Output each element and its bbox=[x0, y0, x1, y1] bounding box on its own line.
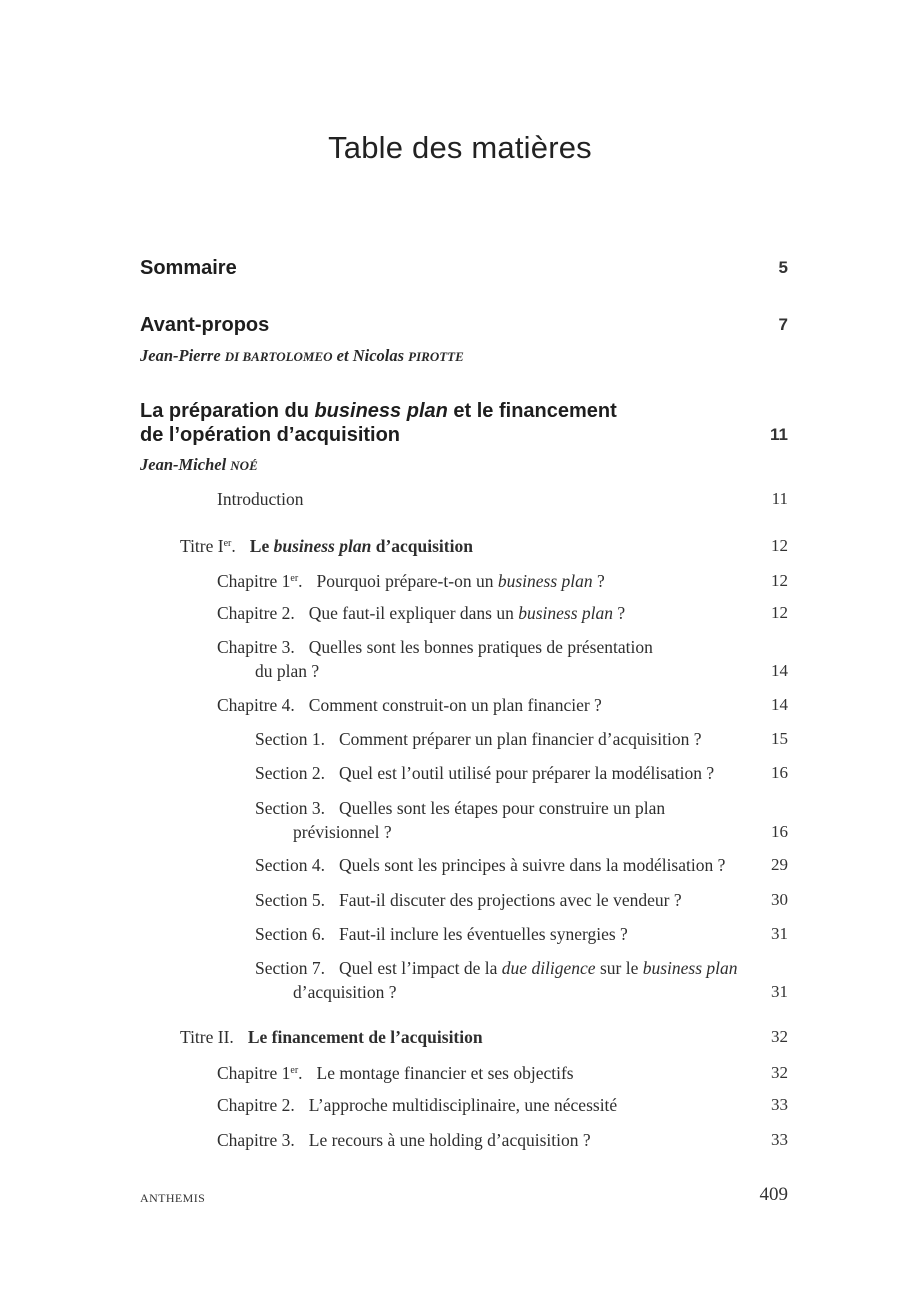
toc-entry-section[interactable]: Section 2. Quel est l’outil utilisé pour préparer la modélisation ? 16 bbox=[255, 763, 788, 783]
publisher-name: ANTHEMIS bbox=[140, 1191, 206, 1205]
page-number: 31 bbox=[771, 924, 788, 943]
toc-entry-section[interactable]: Section 3. Quelles sont les étapes pour construire un plan prévisionnel ? 16 bbox=[255, 798, 788, 842]
page-number: 15 bbox=[771, 729, 788, 748]
toc-entry-sommaire[interactable] bbox=[140, 256, 788, 280]
toc-heading: Sommaire bbox=[140, 257, 237, 279]
toc-entry-chapter[interactable]: Chapitre 4. Comment construit-on un plan financier ? 14 bbox=[217, 695, 788, 715]
page-number: 30 bbox=[771, 890, 788, 909]
page-number: 12 bbox=[771, 603, 788, 622]
page-number: 33 bbox=[771, 1095, 788, 1114]
page-number: 32 bbox=[771, 1063, 788, 1082]
toc-entry-chapter[interactable]: Chapitre 3. Le recours à une holding d’acquisition ? 33 bbox=[217, 1130, 788, 1150]
page-number: 32 bbox=[771, 1027, 788, 1046]
page-number: 12 bbox=[771, 571, 788, 590]
page-number: 11 bbox=[770, 425, 788, 444]
page-number: 12 bbox=[771, 536, 788, 555]
toc-entry-avant-propos[interactable] bbox=[140, 313, 788, 337]
author-line: Jean-Michel NOÉ bbox=[140, 455, 258, 474]
toc-entry-part[interactable] bbox=[140, 399, 788, 447]
page-number: 14 bbox=[771, 661, 788, 680]
page-number: 31 bbox=[771, 982, 788, 1001]
toc-entry-section[interactable]: Section 6. Faut-il inclure les éventuelles synergies ? 31 bbox=[255, 924, 788, 944]
toc-entry-chapter[interactable]: Chapitre 1er. Le montage financier et ses objectifs 32 bbox=[217, 1063, 788, 1083]
toc-entry-titre-1[interactable]: Titre Ier. Le business plan d’acquisition 12 bbox=[180, 536, 788, 556]
toc-entry-chapter[interactable]: Chapitre 1er. Pourquoi prépare-t-on un business plan ? 12 bbox=[217, 571, 788, 591]
toc-entry-titre-2[interactable]: Titre II. Le financement de l’acquisition 32 bbox=[180, 1027, 788, 1047]
toc-entry-introduction[interactable]: Introduction 11 bbox=[217, 489, 788, 509]
page-title: Table des matières bbox=[328, 130, 592, 165]
titre-label: Titre Ier. bbox=[180, 536, 236, 556]
page-number: 16 bbox=[771, 822, 788, 841]
page-number: 14 bbox=[771, 695, 788, 714]
folio-page-number: 409 bbox=[759, 1184, 788, 1205]
page-number: 33 bbox=[771, 1130, 788, 1149]
page-number: 29 bbox=[771, 855, 788, 874]
toc-entry-section[interactable]: Section 4. Quels sont les principes à suivre dans la modélisation ? 29 bbox=[255, 855, 788, 875]
page-number: 5 bbox=[778, 258, 788, 277]
toc-entry-chapter[interactable]: Chapitre 3. Quelles sont les bonnes pratiques de présentation du plan ? 14 bbox=[217, 637, 788, 681]
toc-entry-chapter[interactable]: Chapitre 2. Que faut-il expliquer dans un business plan ? 12 bbox=[217, 603, 788, 623]
page-number: 7 bbox=[778, 315, 788, 334]
toc-entry-section[interactable]: Section 5. Faut-il discuter des projections avec le vendeur ? 30 bbox=[255, 890, 788, 910]
toc-entry-section[interactable]: Section 7. Quel est l’impact de la due diligence sur le business plan d’acquisition ? 31 bbox=[255, 958, 788, 1002]
page-number: 16 bbox=[771, 763, 788, 782]
page-number: 11 bbox=[771, 489, 788, 508]
toc-entry-section[interactable]: Section 1. Comment préparer un plan financier d’acquisition ? 15 bbox=[255, 729, 788, 749]
part-title-line-1: La préparation du business plan et le financement bbox=[140, 400, 617, 422]
toc-entry-chapter[interactable]: Chapitre 2. L’approche multidisciplinaire, une nécessité 33 bbox=[217, 1095, 788, 1115]
part-title-line-2: de l’opération d’acquisition bbox=[140, 424, 401, 446]
author-line: Jean-Pierre DI BARTOLOMEO et Nicolas PIROTTE bbox=[140, 346, 464, 365]
toc-heading: Avant-propos bbox=[140, 314, 270, 336]
